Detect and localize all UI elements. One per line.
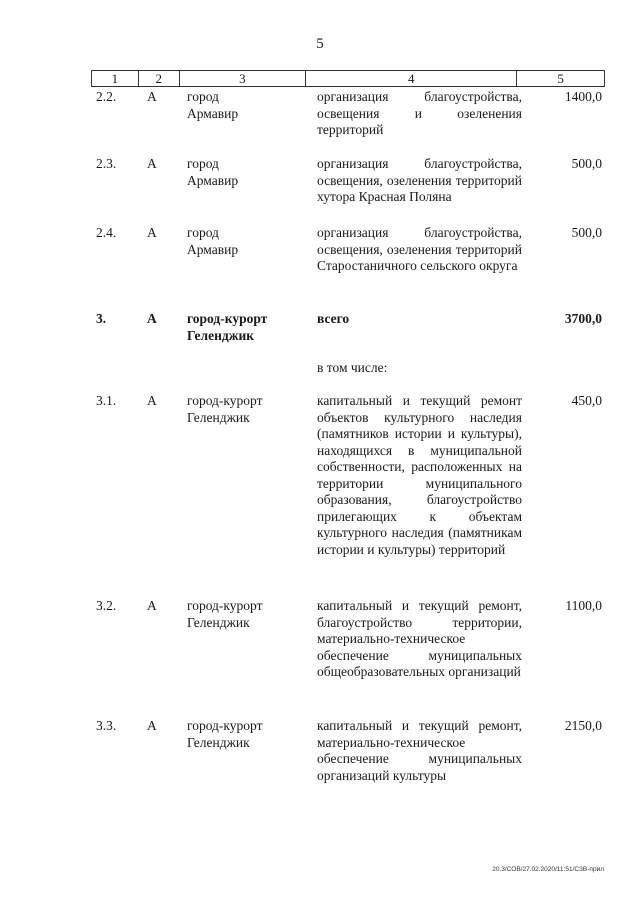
row-number: 2.2. xyxy=(96,89,117,104)
row-category: А xyxy=(147,598,157,613)
row-category: А xyxy=(147,156,157,171)
row-amount: 2150,0 xyxy=(564,718,602,733)
row-number: 3. xyxy=(96,311,107,326)
row-number: 2.3. xyxy=(96,156,117,171)
row-number: 3.2. xyxy=(96,598,117,613)
row-amount: 1400,0 xyxy=(564,89,602,104)
row-category: А xyxy=(147,393,157,408)
row-description: капитальный и текущий ремонт, благоустройство территории, материально-техническое обеспечение муниципальных общеобразовательных организаций xyxy=(317,598,522,679)
row-amount: 500,0 xyxy=(571,156,602,171)
row-municipality: город Армавир xyxy=(187,156,239,188)
row-number: 3.3. xyxy=(96,718,117,733)
header-col-3: 3 xyxy=(180,71,307,86)
header-col-5: 5 xyxy=(557,71,564,86)
row-description: капитальный и текущий ремонт, материально-техническое обеспечение муниципальных организаций культуры xyxy=(317,718,522,783)
row-amount: 450,0 xyxy=(571,393,602,408)
row-category: А xyxy=(147,311,157,326)
row-category: А xyxy=(147,225,157,240)
row-description: в том числе: xyxy=(317,360,388,375)
row-municipality: город-курорт Геленджик xyxy=(187,718,263,750)
row-amount: 1100,0 xyxy=(565,598,602,613)
header-col-4: 4 xyxy=(306,71,517,86)
row-description: капитальный и текущий ремонт объектов культурного наследия (памятников истории и культуры), находящихся в муниципальной собственности, расположенных на территории муниципального образования, благоустройство прилегающих к объектам культурного наследия (памятникам истории и культуры) территорий xyxy=(317,393,522,557)
row-municipality: город-курорт Геленджик xyxy=(187,393,263,425)
row-description: организация благоустройства, освещения и озеленения территорий xyxy=(317,89,522,137)
row-description: организация благоустройства, освещения, озеленения территорий Старостаничного сельского округа xyxy=(317,225,522,273)
row-amount: 500,0 xyxy=(571,225,602,240)
row-number: 3.1. xyxy=(96,393,117,408)
header-col-1: 1 xyxy=(92,71,139,86)
row-municipality: город-курорт Геленджик xyxy=(187,598,263,630)
row-municipality: город-курорт Геленджик xyxy=(187,311,268,343)
row-municipality: город Армавир xyxy=(187,225,239,257)
row-description: всего xyxy=(317,311,350,326)
row-number: 2.4. xyxy=(96,225,117,240)
document-footer-code: 20.3/СОВ/27.02.2020/11:51/СЗВ-прил xyxy=(492,866,604,873)
row-category: А xyxy=(147,89,157,104)
row-municipality: город Армавир xyxy=(187,89,239,121)
row-description: организация благоустройства, освещения, озеленения территорий хутора Красная Поляна xyxy=(317,156,522,204)
table-header xyxy=(91,70,605,87)
row-amount: 3700,0 xyxy=(564,311,602,326)
row-category: А xyxy=(147,718,157,733)
page-number: 5 xyxy=(316,36,324,52)
header-col-2: 2 xyxy=(139,71,180,86)
